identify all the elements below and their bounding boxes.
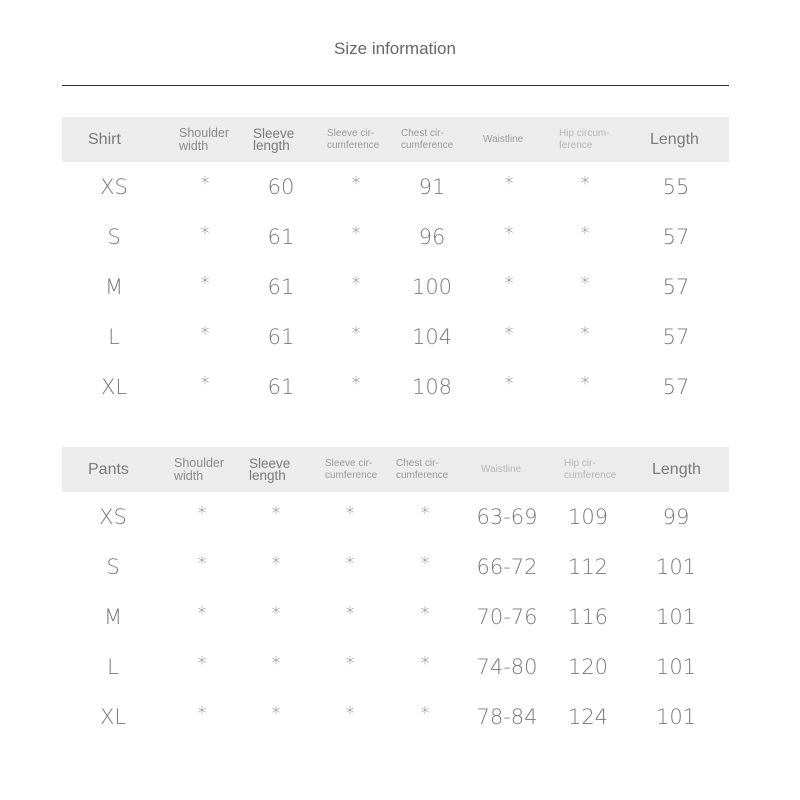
cell-length: 57 — [662, 325, 690, 349]
cell-sleeve-circumference: * — [345, 553, 355, 574]
table-row — [62, 492, 729, 542]
page-title: Size information — [334, 39, 456, 58]
cell-shoulder-width: * — [200, 173, 210, 194]
table-row — [62, 262, 729, 312]
cell-sleeve-circumference: * — [345, 653, 355, 674]
cell-shoulder-width: * — [197, 603, 207, 624]
table-row — [62, 592, 729, 642]
cell-chest-circumference: * — [420, 603, 430, 624]
cell-size: M — [104, 275, 124, 299]
header-sleeve-length: Sleeve length — [249, 455, 291, 483]
cell-shoulder-width: * — [200, 373, 210, 394]
cell-sleeve-circumference: * — [345, 703, 355, 724]
cell-sleeve-circumference: * — [345, 603, 355, 624]
cell-length: 55 — [662, 175, 690, 199]
cell-shoulder-width: * — [200, 273, 210, 294]
table-row — [62, 362, 729, 412]
cell-chest-circumference: * — [420, 503, 430, 524]
cell-chest-circumference: 108 — [411, 375, 453, 399]
cell-sleeve-length: * — [271, 703, 281, 724]
table-row — [62, 692, 729, 742]
header-sleeve-circumference: Sleeve cir-cumference — [327, 127, 380, 151]
header-shoulder-width: Shoulder width — [174, 455, 225, 483]
cell-waistline: 66-72 — [476, 555, 538, 579]
cell-length: 101 — [655, 705, 697, 729]
cell-sleeve-circumference: * — [351, 273, 361, 294]
cell-length: 101 — [655, 555, 697, 579]
table-row — [62, 312, 729, 362]
header-length: Length — [650, 130, 699, 148]
cell-chest-circumference: 96 — [418, 225, 446, 249]
header-sleeve-length: Sleeve length — [253, 125, 295, 153]
table-row — [62, 212, 729, 262]
cell-chest-circumference: * — [420, 703, 430, 724]
header-chest-circumference: Chest cir-cumference — [396, 457, 449, 481]
cell-sleeve-length: * — [271, 503, 281, 524]
cell-hip-circumference: 120 — [567, 655, 609, 679]
cell-size: XS — [99, 505, 127, 529]
cell-shoulder-width: * — [197, 653, 207, 674]
cell-sleeve-length: * — [271, 653, 281, 674]
cell-sleeve-length: 61 — [267, 375, 295, 399]
cell-sleeve-circumference: * — [351, 223, 361, 244]
cell-hip-circumference: 112 — [567, 555, 609, 579]
cell-shoulder-width: * — [200, 223, 210, 244]
cell-size: L — [108, 325, 120, 349]
cell-chest-circumference: 91 — [418, 175, 446, 199]
cell-shoulder-width: * — [200, 323, 210, 344]
cell-waistline: 63-69 — [476, 505, 538, 529]
cell-sleeve-length: 61 — [267, 275, 295, 299]
cell-sleeve-circumference: * — [345, 503, 355, 524]
cell-sleeve-circumference: * — [351, 373, 361, 394]
cell-hip-circumference: * — [580, 223, 590, 244]
cell-hip-circumference: 116 — [567, 605, 609, 629]
table-row — [62, 542, 729, 592]
cell-waistline: * — [504, 323, 514, 344]
title-divider — [62, 85, 729, 86]
cell-shoulder-width: * — [197, 503, 207, 524]
cell-chest-circumference: 100 — [411, 275, 453, 299]
cell-sleeve-circumference: * — [351, 173, 361, 194]
cell-hip-circumference: * — [580, 373, 590, 394]
cell-length: 57 — [662, 225, 690, 249]
header-chest-circumference: Chest cir-cumference — [401, 127, 454, 151]
header-garment: Shirt — [88, 130, 121, 148]
cell-waistline: 74-80 — [476, 655, 538, 679]
cell-sleeve-circumference: * — [351, 323, 361, 344]
cell-length: 57 — [662, 275, 690, 299]
cell-length: 57 — [662, 375, 690, 399]
header-hip-circumference: Hip circum-ference — [559, 127, 610, 151]
cell-hip-circumference: 109 — [567, 505, 609, 529]
header-hip-circumference: Hip cir-cumference — [564, 457, 617, 481]
cell-chest-circumference: 104 — [411, 325, 453, 349]
cell-size: XL — [100, 375, 128, 399]
cell-length: 101 — [655, 655, 697, 679]
cell-length: 101 — [655, 605, 697, 629]
cell-waistline: * — [504, 173, 514, 194]
cell-sleeve-length: * — [271, 603, 281, 624]
cell-length: 99 — [662, 505, 690, 529]
header-shoulder-width: Shoulder width — [179, 125, 230, 153]
cell-shoulder-width: * — [197, 553, 207, 574]
cell-size: S — [106, 555, 120, 579]
cell-waistline: 78-84 — [476, 705, 538, 729]
table-row — [62, 162, 729, 212]
cell-waistline: * — [504, 373, 514, 394]
header-waistline: Waistline — [483, 133, 524, 145]
cell-hip-circumference: * — [580, 323, 590, 344]
table-header — [62, 447, 729, 492]
cell-sleeve-length: 61 — [267, 325, 295, 349]
header-sleeve-circumference: Sleeve cir-cumference — [325, 457, 378, 481]
cell-size: L — [107, 655, 119, 679]
cell-waistline: 70-76 — [476, 605, 538, 629]
cell-size: M — [103, 605, 123, 629]
table-header — [62, 117, 729, 162]
header-garment: Pants — [88, 460, 129, 478]
cell-hip-circumference: * — [580, 173, 590, 194]
cell-chest-circumference: * — [420, 653, 430, 674]
cell-chest-circumference: * — [420, 553, 430, 574]
header-waistline: Waistline — [481, 463, 522, 475]
table-row — [62, 642, 729, 692]
header-length: Length — [652, 460, 701, 478]
cell-shoulder-width: * — [197, 703, 207, 724]
cell-size: XL — [99, 705, 127, 729]
cell-sleeve-length: 60 — [267, 175, 295, 199]
pants-size-table — [62, 447, 729, 742]
cell-size: S — [107, 225, 121, 249]
shirt-size-table — [62, 117, 729, 412]
cell-size: XS — [100, 175, 128, 199]
cell-sleeve-length: 61 — [267, 225, 295, 249]
cell-waistline: * — [504, 223, 514, 244]
cell-hip-circumference: 124 — [567, 705, 609, 729]
cell-waistline: * — [504, 273, 514, 294]
cell-sleeve-length: * — [271, 553, 281, 574]
cell-hip-circumference: * — [580, 273, 590, 294]
